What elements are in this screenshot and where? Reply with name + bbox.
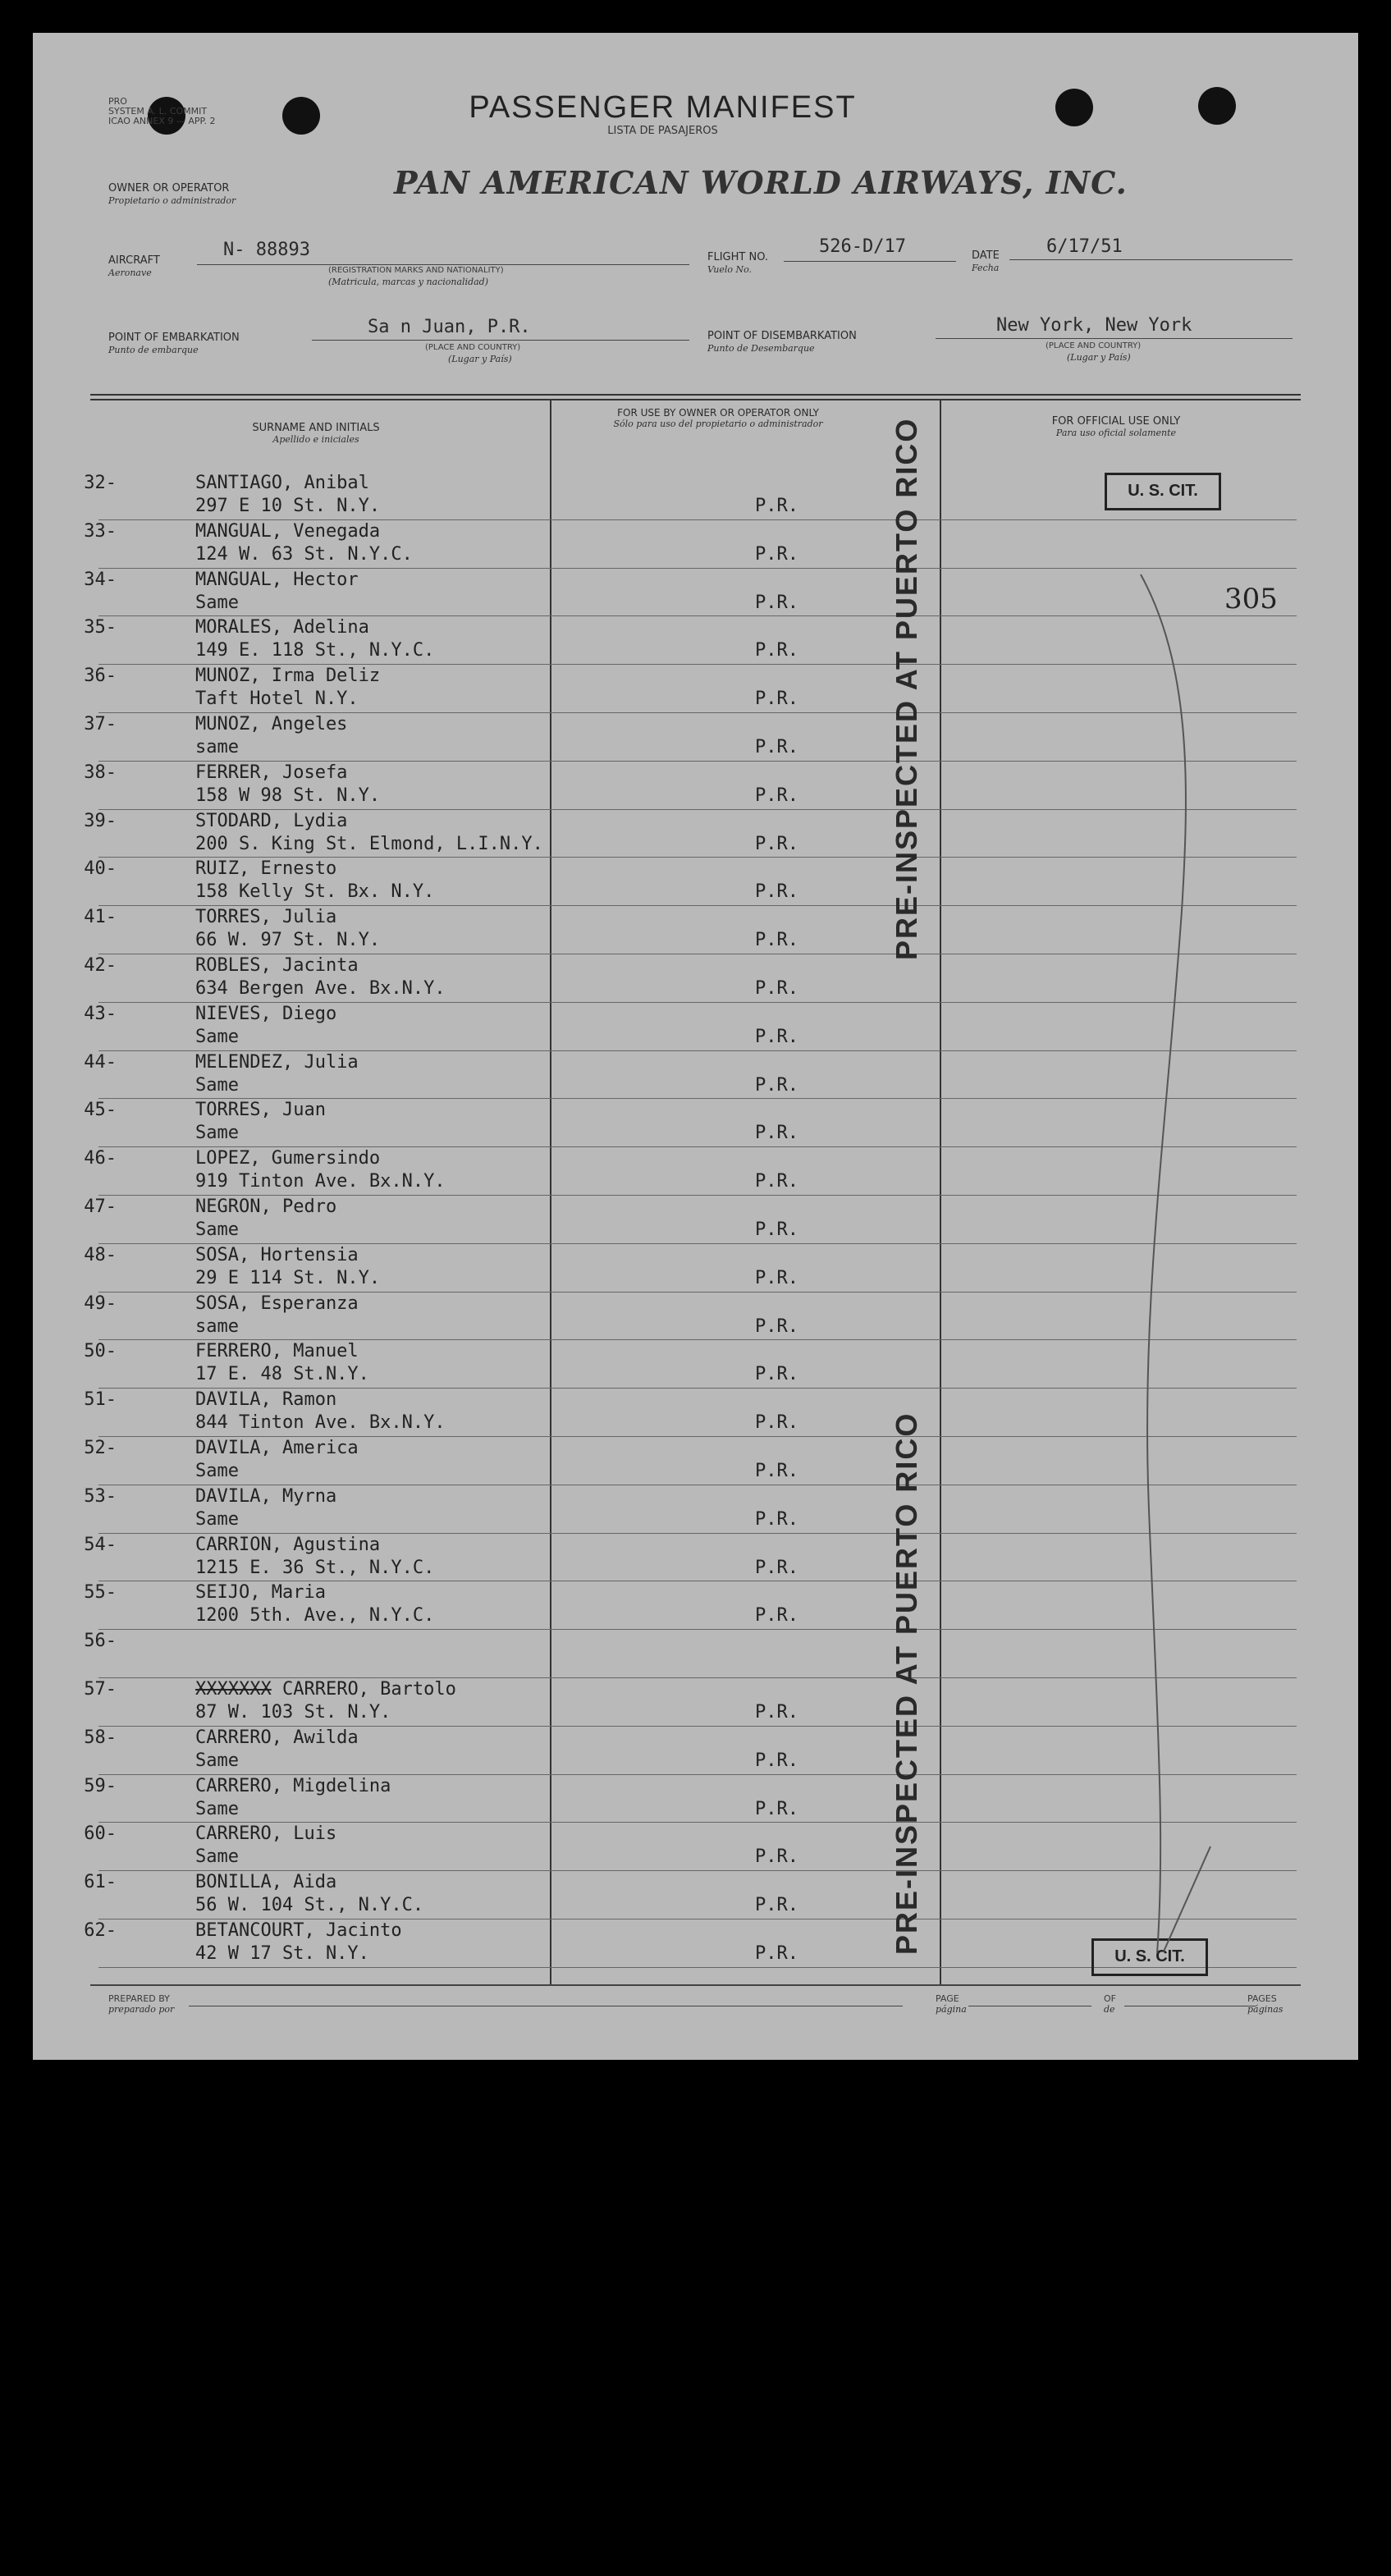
operator-mark: P.R. (755, 1267, 798, 1288)
struck-text: XXXXXXX (195, 1679, 272, 1700)
passenger-name: NIEVES, Diego (195, 1003, 337, 1024)
passenger-number: 46- (84, 1148, 117, 1169)
passenger-number: 38- (84, 762, 117, 783)
embark-note-es: (Lugar y País) (448, 354, 512, 364)
embark-label: POINT OF EMBARKATION (108, 332, 240, 344)
official-column-header (960, 415, 1272, 438)
passenger-address: 56 W. 104 St., N.Y.C. (195, 1895, 424, 1916)
passenger-name: TORRES, Julia (195, 907, 337, 928)
passenger-address: 87 W. 103 St. N.Y. (195, 1702, 391, 1723)
disembark-label-es: Punto de Desembarque (707, 343, 815, 354)
operator-mark: P.R. (755, 1412, 798, 1434)
of-label-es: de (1104, 2004, 1115, 2015)
page-label: PAGE (936, 1993, 959, 2004)
operator-mark: P.R. (755, 785, 798, 806)
date-label-es: Fecha (972, 263, 1000, 273)
passenger-address: 844 Tinton Ave. Bx.N.Y. (195, 1412, 446, 1434)
passenger-address: Same (195, 1798, 239, 1819)
passenger-number: 39- (84, 810, 117, 831)
aircraft-label-es: Aeronave (108, 268, 152, 278)
passenger-address: Same (195, 1123, 239, 1144)
passenger-name: MORALES, Adelina (195, 617, 369, 638)
passenger-name: LOPEZ, Gumersindo (195, 1148, 381, 1169)
passenger-name: MELENDEZ, Julia (195, 1051, 359, 1073)
operator-mark: P.R. (755, 689, 798, 710)
passenger-number: 53- (84, 1485, 117, 1507)
operator-mark: P.R. (755, 1171, 798, 1192)
passenger-number: 42- (84, 955, 117, 976)
manifest-sheet (33, 33, 1358, 2060)
passenger-name: NEGRON, Pedro (195, 1196, 337, 1217)
operator-mark: P.R. (755, 1605, 798, 1627)
embark-label-es: Punto de embarque (108, 345, 199, 355)
owner-label-es: Propietario o administrador (108, 195, 236, 206)
passenger-number: 33- (84, 520, 117, 542)
name-header-text-es: Apellido e iniciales (272, 434, 359, 445)
passenger-name: CARRERO, Luis (195, 1823, 337, 1845)
passenger-number: 52- (84, 1438, 117, 1458)
flight-label: FLIGHT NO. (707, 251, 769, 263)
passenger-address: 149 E. 118 St., N.Y.C. (195, 640, 435, 661)
passenger-name: MUNOZ, Irma Deliz (195, 666, 381, 687)
bracket-line (1100, 566, 1264, 1961)
corner-line: SYSTEM A. L. COMMIT (108, 106, 208, 117)
passenger-number: 43- (84, 1003, 117, 1024)
disembark-label: POINT OF DISEMBARKATION (707, 330, 857, 342)
passenger-address: 66 W. 97 St. N.Y. (195, 930, 381, 951)
passenger-address: 158 W 98 St. N.Y. (195, 785, 381, 806)
passenger-number: 47- (84, 1196, 117, 1217)
passenger-name: SOSA, Esperanza (195, 1293, 359, 1314)
passenger-name: MANGUAL, Venegada (195, 520, 381, 542)
operator-mark: P.R. (755, 1026, 798, 1047)
owner-header-text: FOR USE BY OWNER OR OPERATOR ONLY (617, 407, 819, 419)
passenger-number: 60- (84, 1823, 117, 1845)
passenger-name (195, 1679, 456, 1700)
operator-mark: P.R. (755, 1895, 798, 1916)
operator-mark: P.R. (755, 592, 798, 613)
passenger-number: 56- (84, 1631, 117, 1652)
passenger-name: CARRERO, Migdelina (195, 1775, 391, 1796)
passenger-number: 44- (84, 1051, 117, 1073)
passenger-address: 124 W. 63 St. N.Y.C. (195, 543, 413, 565)
operator-mark: P.R. (755, 1123, 798, 1144)
operator-mark: P.R. (755, 1943, 798, 1964)
date-label: DATE (972, 249, 1000, 262)
aircraft-note: (REGISTRATION MARKS AND NATIONALITY) (328, 266, 504, 275)
passenger-number: 59- (84, 1775, 117, 1796)
passenger-name: DAVILA, Myrna (195, 1485, 337, 1507)
operator-mark: P.R. (755, 881, 798, 903)
operator-mark: P.R. (755, 930, 798, 951)
passenger-address: 158 Kelly St. Bx. N.Y. (195, 881, 435, 903)
disembark-note: (PLACE AND COUNTRY) (1046, 341, 1142, 350)
passenger-address: 634 Bergen Ave. Bx.N.Y. (195, 978, 446, 999)
official-header-text: FOR OFFICIAL USE ONLY (1051, 415, 1181, 428)
passenger-name: DAVILA, Ramon (195, 1389, 337, 1411)
passenger-name: CARRERO, Awilda (195, 1727, 359, 1748)
preinspected-stamp: PRE-INSPECTED AT PUERTO RICO (890, 417, 923, 960)
operator-mark: P.R. (755, 1557, 798, 1578)
passenger-number: 40- (84, 858, 117, 880)
owner-header-text-es: Sólo para uso del propietario o administrador (613, 419, 823, 429)
passenger-address: 919 Tinton Ave. Bx.N.Y. (195, 1171, 446, 1192)
passenger-name: SOSA, Hortensia (195, 1244, 359, 1265)
operator-mark: P.R. (755, 1315, 798, 1337)
passenger-address: 42 W 17 St. N.Y. (195, 1943, 369, 1964)
passenger-address: 29 E 114 St. N.Y. (195, 1267, 381, 1288)
passenger-number: 32- (84, 473, 117, 493)
passenger-number: 48- (84, 1244, 117, 1265)
passenger-address: Taft Hotel N.Y. (195, 689, 359, 710)
passenger-address: Same (195, 1508, 239, 1530)
count-annotation: 305 (1224, 583, 1278, 615)
passenger-name: SEIJO, Maria (195, 1582, 326, 1604)
passenger-number: 55- (84, 1582, 117, 1604)
operator-mark: P.R. (755, 978, 798, 999)
passenger-name: TORRES, Juan (195, 1100, 326, 1121)
passenger-name: DAVILA, America (195, 1438, 359, 1458)
disembark-note-es: (Lugar y País) (1067, 352, 1131, 363)
passenger-number: 37- (84, 714, 117, 734)
name-column-header (90, 422, 542, 445)
prepared-label-es: preparado por (108, 2004, 175, 2015)
operator-mark: P.R. (755, 496, 798, 516)
passenger-number: 62- (84, 1920, 117, 1941)
page-field (936, 1994, 967, 2015)
passenger-number: 58- (84, 1727, 117, 1748)
of-field (1104, 1994, 1116, 2015)
operator-mark: P.R. (755, 1219, 798, 1240)
passenger-number: 57- (84, 1679, 117, 1700)
name-header-text: SURNAME AND INITIALS (252, 422, 380, 434)
prepared-label: PREPARED BY (108, 1993, 170, 2004)
operator-mark: P.R. (755, 1750, 798, 1771)
passenger-number: 34- (84, 569, 117, 590)
passenger-number: 50- (84, 1341, 117, 1362)
prepared-by (108, 1994, 174, 2015)
pages-label-es: páginas (1247, 2004, 1283, 2015)
passenger-number: 49- (84, 1293, 117, 1314)
passenger-address: 1215 E. 36 St., N.Y.C. (195, 1557, 435, 1578)
official-header-text-es: Para uso oficial solamente (1055, 428, 1177, 438)
us-cit-stamp: U. S. CIT. (1105, 473, 1221, 510)
passenger-number: 51- (84, 1389, 117, 1411)
operator-mark: P.R. (755, 737, 798, 757)
passenger-address: Same (195, 1846, 239, 1868)
passenger-address: Same (195, 1074, 239, 1096)
passenger-name-text: CARRERO, Bartolo (281, 1679, 456, 1700)
preinspected-stamp: PRE-INSPECTED AT PUERTO RICO (890, 1412, 923, 1955)
operator-mark: P.R. (755, 1364, 798, 1385)
disembark-value: New York, New York (996, 315, 1192, 336)
passenger-name: BONILLA, Aida (195, 1872, 337, 1893)
operator-mark: P.R. (755, 1798, 798, 1819)
passenger-name: BETANCOURT, Jacinto (195, 1920, 402, 1941)
passenger-name: MUNOZ, Angeles (195, 714, 348, 734)
operator-mark: P.R. (755, 1508, 798, 1530)
passenger-address: 1200 5th. Ave., N.Y.C. (195, 1605, 435, 1627)
aircraft-note-es: (Matricula, marcas y nacionalidad) (328, 277, 488, 287)
passenger-row (66, 521, 1297, 570)
passenger-number: 36- (84, 666, 117, 687)
row-rule (98, 519, 1297, 520)
passenger-address: Same (195, 1750, 239, 1771)
passenger-address: Same (195, 592, 239, 613)
passenger-address: 297 E 10 St. N.Y. (195, 496, 381, 516)
operator-mark: P.R. (755, 833, 798, 854)
operator-mark: P.R. (755, 640, 798, 661)
passenger-address: 200 S. King St. Elmond, L.I.N.Y. (195, 833, 543, 854)
owner-value: PAN AMERICAN WORLD AIRWAYS, INC. (394, 164, 1128, 201)
passenger-number: 41- (84, 907, 117, 928)
aircraft-value: N- 88893 (223, 240, 310, 260)
passenger-name: ROBLES, Jacinta (195, 955, 359, 976)
us-cit-stamp: U. S. CIT. (1091, 1938, 1208, 1976)
owner-label: OWNER OR OPERATOR (108, 182, 230, 194)
passenger-name: STODARD, Lydia (195, 810, 348, 831)
passenger-name: CARRION, Agustina (195, 1534, 381, 1555)
operator-mark: P.R. (755, 1074, 798, 1096)
passenger-name: FERRER, Josefa (195, 762, 348, 783)
flight-value: 526-D/17 (819, 236, 906, 257)
operator-mark: P.R. (755, 543, 798, 565)
embark-value: Sa n Juan, P.R. (368, 317, 531, 337)
passenger-name: RUIZ, Ernesto (195, 858, 337, 880)
of-label: OF (1104, 1993, 1116, 2004)
date-value: 6/17/51 (1046, 236, 1123, 257)
passenger-name: FERRERO, Manuel (195, 1341, 359, 1362)
operator-mark: P.R. (755, 1702, 798, 1723)
passenger-address: Same (195, 1026, 239, 1047)
passenger-address: Same (195, 1219, 239, 1240)
passenger-name: MANGUAL, Hector (195, 569, 359, 590)
passenger-number: 35- (84, 617, 117, 638)
passenger-address: same (195, 1315, 239, 1337)
operator-mark: P.R. (755, 1461, 798, 1481)
aircraft-label: AIRCRAFT (108, 254, 160, 267)
corner-line: PRO (108, 96, 127, 107)
passenger-number: 61- (84, 1872, 117, 1893)
passenger-name: SANTIAGO, Anibal (195, 473, 369, 493)
manifest-title: PASSENGER MANIFEST (469, 90, 857, 125)
embark-note: (PLACE AND COUNTRY) (425, 343, 521, 352)
passenger-address: 17 E. 48 St.N.Y. (195, 1364, 369, 1385)
passenger-address: Same (195, 1461, 239, 1481)
pages-label: PAGES (1247, 1993, 1277, 2004)
corner-line: ICAO ANNEX 9 — APP. 2 (108, 116, 216, 126)
manifest-title-es: LISTA DE PASAJEROS (607, 125, 718, 137)
operator-mark: P.R. (755, 1846, 798, 1868)
flight-label-es: Vuelo No. (707, 264, 753, 275)
passenger-number: 54- (84, 1534, 117, 1555)
pages-field (1247, 1994, 1283, 2015)
page-label-es: página (936, 2004, 967, 2015)
passenger-address: same (195, 737, 239, 757)
passenger-number: 45- (84, 1100, 117, 1121)
owner-column-header (607, 407, 829, 429)
